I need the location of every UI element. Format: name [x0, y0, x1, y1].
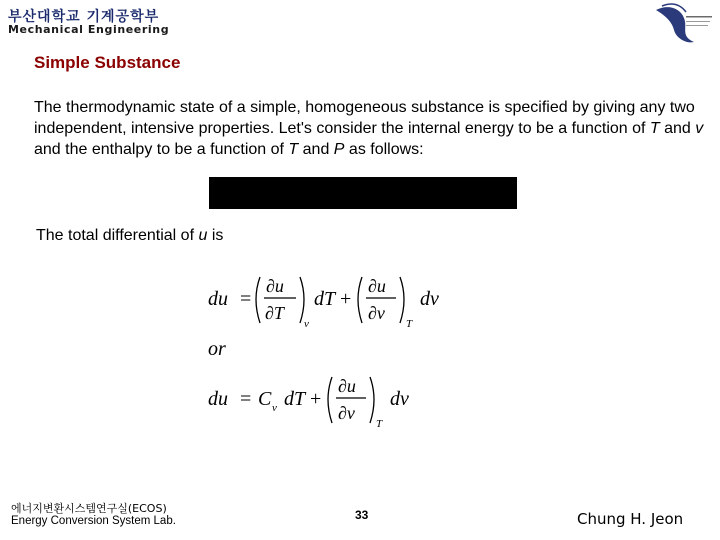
eq1-sub-T: T: [406, 318, 413, 330]
eq1-dv: dv: [420, 288, 439, 310]
eq1-plus: +: [340, 288, 352, 310]
footer-author: Chung H. Jeon: [577, 510, 684, 528]
para-text-2: and the enthalpy to be a function of: [34, 141, 289, 158]
eq1-partial-u: ∂u: [266, 276, 284, 296]
eq1-lhs: du: [208, 288, 228, 310]
eq2-equals: =: [240, 388, 252, 410]
university-logo-icon: [650, 2, 714, 48]
total-differential-line: [36, 227, 223, 245]
eq2-plus: +: [310, 388, 322, 410]
header-department-en: Mechanical Engineering: [8, 23, 170, 36]
para-text-3: as follows:: [344, 141, 424, 158]
para-and-2: and: [298, 141, 334, 158]
eq1-partial-T: ∂T: [265, 303, 284, 323]
para-var-T2: T: [288, 141, 299, 158]
eq2-partial-v: ∂v: [338, 403, 355, 423]
total-diff-var: u: [198, 227, 208, 244]
eq2-partial-u: ∂u: [338, 376, 356, 396]
para-text-1: The thermodynamic state of a simple, homogeneous substance is specified by giving any two independent, intensive properties. Let's consider the internal energy to be a function of: [34, 99, 695, 137]
eq1-sub-v: v: [304, 318, 309, 330]
redacted-equation-box: [209, 177, 517, 209]
para-var-T1: T: [649, 120, 660, 137]
para-and-1: and: [659, 120, 696, 137]
equations-block: [200, 265, 460, 435]
eq2-C: C: [258, 388, 272, 410]
eq2-lhs: du: [208, 388, 228, 410]
page-number: 33: [355, 508, 369, 522]
eq1-partial-u2: ∂u: [368, 276, 386, 296]
svg-text:=: =: [240, 288, 252, 310]
intro-paragraph: [34, 97, 704, 160]
eq2-dv: dv: [390, 388, 409, 410]
eq1-partial-v: ∂v: [368, 303, 385, 323]
slide-title: Simple Substance: [34, 53, 181, 72]
eq2-sub-T: T: [376, 418, 383, 430]
header-university-kr: 부산대학교 기계공학부: [8, 9, 160, 25]
eq2-dT: dT: [284, 388, 306, 410]
eq1-dT: dT: [314, 288, 336, 310]
para-var-v: v: [695, 120, 704, 137]
footer-lab-kr: 에너지변환시스템연구실(ECOS): [11, 502, 167, 515]
para-var-P: P: [333, 141, 345, 158]
eq-or: or: [208, 338, 226, 360]
total-diff-text: The total differential of: [36, 227, 199, 244]
footer-lab-en: Energy Conversion System Lab.: [11, 515, 176, 527]
total-diff-end: is: [207, 227, 224, 244]
eq2-sub-v: v: [272, 402, 277, 414]
